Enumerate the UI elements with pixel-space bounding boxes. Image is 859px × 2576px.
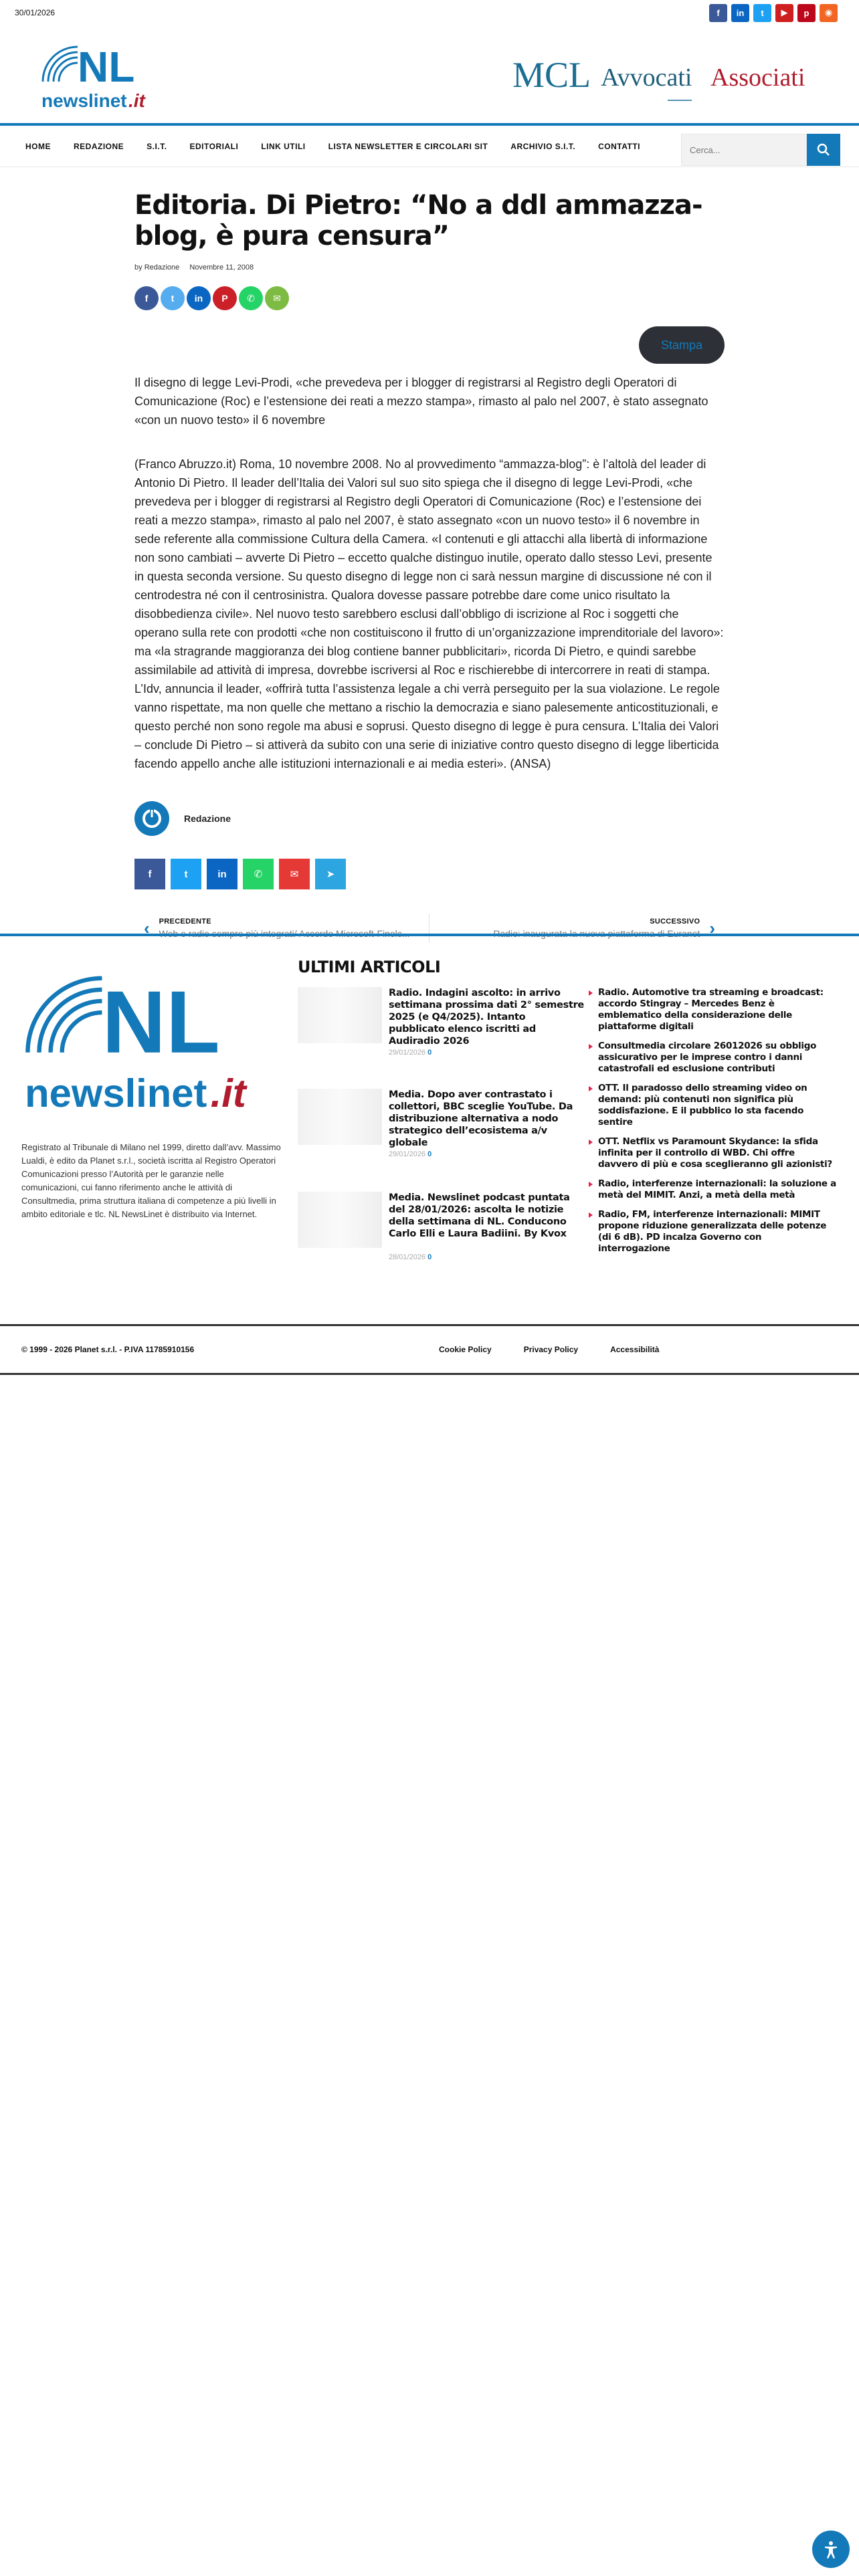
- svg-text:newslinet: newslinet: [41, 90, 127, 111]
- nav-item-link-utili[interactable]: LINK UTILI: [261, 141, 306, 151]
- svg-text:NL: NL: [78, 43, 135, 91]
- search-icon: [817, 143, 830, 156]
- chevron-right-icon: ›: [709, 918, 715, 938]
- latest-articles-heading: ULTIMI ARTICOLI: [298, 958, 441, 976]
- nav-item-redazione[interactable]: REDAZIONE: [74, 141, 124, 151]
- latest-article-list-item[interactable]: Radio, FM, interferenze internazionali: MIMIT propone riduzione generalizzata delle potenze (di 6 dB). PD incalza Governo con interrogazione: [589, 1209, 836, 1255]
- chevron-left-icon: ‹: [144, 918, 150, 938]
- social-links: [709, 4, 838, 22]
- footer-newslinet-logo[interactable]: [21, 970, 280, 1118]
- article-date: Novembre 11, 2008: [189, 263, 254, 272]
- latest-article-date: 28/01/2026: [389, 1253, 426, 1261]
- svg-text:Associati: Associati: [710, 64, 805, 92]
- avvocati-associati-ad[interactable]: [512, 52, 840, 126]
- by-label: by: [134, 263, 142, 272]
- latest-article-list-item[interactable]: OTT. Netflix vs Paramount Skydance: la sfida infinita per il controllo di WBD. Chi offre davvero di più e cosa sceglieranno gli azionisti?: [589, 1136, 836, 1170]
- latest-article-title[interactable]: Media. Dopo aver contrastato i collettori, BBC sceglie YouTube. Da distribuzione alternativa a nodo strategico dell’ecosistema a/v globale: [389, 1089, 573, 1148]
- nav-item-contatti[interactable]: CONTATTI: [598, 141, 641, 151]
- share-whatsapp-icon[interactable]: ✆: [239, 286, 263, 310]
- footer-link-accessibility[interactable]: Accessibilità: [610, 1345, 660, 1354]
- author-link[interactable]: Redazione: [144, 263, 180, 272]
- latest-article-meta: [389, 1253, 432, 1261]
- article-body: (Franco Abruzzo.it) Roma, 10 novembre 2008. No al provvedimento “ammazza-blog”: è l’altolà del leader di Antonio Di Pietro. Il leader dell’Italia dei Valori sul suo sito spiega che il disegno di legge Levi-Prodi, «che prevedeva per i blogger di registrarsi al Registro degli Operatori di Comunicazione (Roc) e l’estensione dei reati a mezzo stampa», rimasto al palo nel 2007, è stato assegnato «con un nuovo testo» il 6 novembre in sede referente alla commissione Cultura della Camera. «I contenuti e gli attacchi alla libertà di informazione non sono cambiati – avverte Di Pietro – eccetto qualche distinguo inutile, operato dallo stesso Levi, presente in questa seconda versione. Su questo disegno di legge non ci sarà nessun margine di discussione né con il centrodestra né con il centrosinistra. Qualora dovesse passare potrebbe dare come unico risultato la disobbedienza civile». Nel nuovo testo sarebbero esclusi dall’obbligo di iscrizione al Roc i soggetti che operano sulla rete con prodotti «che non costituiscono il frutto di un’organizzazione imprenditoriale del lavoro»: ma «la stragrande maggioranza dei blog contiene banner pubblicitari», ricorda Di Pietro, e quindi sarebbe assimilabile ad attività di impresa, dovrebbe iscriversi al Roc e rischierebbe di intercorrere in reati di stampa. L’Idv, annuncia il leader, «offrirà tutta l’assistenza legale a chi verrà perseguito per la sua violazione. Le regole vanno rispettate, ma non quelle che mettano a rischio la democrazia e siano palesemente anticostituzionali, e questo perché non sono regole ma abusi e soprusi. Questo disegno di legge è pura censura. L’Italia dei Valori – conclude Di Pietro – si attiverà da subito con una serie di iniziative contro questo disegno di legge liberticida facendo appello anche alle istituzioni internazionali e ai media esteri». (ANSA): [134, 457, 724, 770]
- share-linkedin-icon[interactable]: in: [187, 286, 211, 310]
- share-twitter-icon[interactable]: t: [161, 286, 185, 310]
- latest-article-list-item[interactable]: Radio. Automotive tra streaming e broadcast: accordo Stingray – Mercedes Benz è emblematico della considerazione delle piattaforme digitali: [589, 987, 836, 1033]
- previous-title: Web e radio sempre più integrati/ Accordo Microsoft-Finelc...: [159, 928, 410, 939]
- site-footer: [0, 934, 859, 1324]
- nav-item-editoriali[interactable]: EDITORIALI: [189, 141, 239, 151]
- current-date: 30/01/2026: [15, 8, 56, 17]
- latest-article-list-item[interactable]: OTT. Il paradosso dello streaming video on demand: più contenuti non significa più soddisfazione. E il pubblico lo sta facendo sentire: [589, 1083, 836, 1128]
- accessibility-icon: [821, 2539, 841, 2559]
- article-lead: Il disegno di legge Levi-Prodi, «che prevedeva per i blogger di registrarsi al Registro degli Operatori di Comunicazione (Roc) e l’estensione dei reati a mezzo stampa», rimasto al palo nel 2007, è stato assegnato «con un nuovo testo» il 6 novembre: [134, 376, 708, 427]
- twitter-icon[interactable]: t: [753, 4, 771, 22]
- share-buttons-round: [134, 286, 725, 310]
- youtube-icon[interactable]: ▶: [775, 4, 793, 22]
- main-nav: [0, 126, 859, 167]
- share-facebook-icon[interactable]: f: [134, 859, 165, 889]
- accessibility-button[interactable]: [812, 2531, 850, 2568]
- article-thumbnail[interactable]: [298, 1192, 382, 1248]
- nav-item-home[interactable]: HOME: [25, 141, 51, 151]
- latest-article-meta: [389, 1049, 432, 1057]
- latest-article-meta: [389, 1150, 432, 1158]
- latest-article-list-item[interactable]: Consultmedia circolare 26012026 su obbligo assicurativo per le imprese contro i danni catastrofali ed esclusione contributi: [589, 1041, 836, 1075]
- latest-article-card[interactable]: [298, 1192, 579, 1279]
- share-telegram-icon[interactable]: ➤: [315, 859, 346, 889]
- newslinet-logo[interactable]: [39, 40, 159, 114]
- top-bar: [0, 0, 859, 25]
- article-thumbnail[interactable]: [298, 987, 382, 1043]
- footer-link-privacy-policy[interactable]: Privacy Policy: [523, 1345, 579, 1354]
- previous-label: PRECEDENTE: [159, 918, 211, 926]
- share-pinterest-icon[interactable]: P: [213, 286, 237, 310]
- share-email-icon[interactable]: ✉: [265, 286, 289, 310]
- search-form: [681, 134, 840, 166]
- latest-article-date: 29/01/2026: [389, 1150, 426, 1158]
- author-box: [134, 801, 725, 836]
- search-button[interactable]: [807, 134, 840, 166]
- article-thumbnail[interactable]: [298, 1089, 382, 1145]
- comments-count[interactable]: 0: [427, 1150, 432, 1158]
- svg-text:MCL: MCL: [512, 55, 591, 95]
- comments-count[interactable]: 0: [427, 1049, 432, 1057]
- share-email-icon[interactable]: ✉: [279, 859, 310, 889]
- bottom-bar: [0, 1324, 859, 1375]
- latest-article-list-item[interactable]: Radio, interferenze internazionali: la soluzione a metà del MIMIT. Anzi, a metà della metà: [589, 1178, 836, 1201]
- share-twitter-icon[interactable]: t: [171, 859, 201, 889]
- latest-articles-list: [589, 987, 836, 1263]
- footer-link-cookie-policy[interactable]: Cookie Policy: [439, 1345, 492, 1354]
- svg-text:.it: .it: [128, 90, 145, 111]
- share-linkedin-icon[interactable]: in: [207, 859, 237, 889]
- print-button[interactable]: Stampa: [639, 326, 725, 364]
- svg-text:NL: NL: [102, 972, 220, 1072]
- article-title: Editoria. Di Pietro: “No a ddl ammazza-blog, è pura censura”: [134, 190, 702, 251]
- power-logo-icon: [140, 807, 163, 830]
- copyright-text: © 1999 - 2026 Planet s.r.l. - P.IVA 11785910156: [21, 1345, 195, 1354]
- nav-item-archivio-s-i-t[interactable]: ARCHIVIO S.I.T.: [510, 141, 576, 151]
- svg-text:Avvocati: Avvocati: [601, 64, 692, 92]
- nav-item-s-i-t[interactable]: S.I.T.: [147, 141, 167, 151]
- comments-count[interactable]: 0: [427, 1253, 432, 1261]
- author-avatar[interactable]: [134, 801, 169, 836]
- next-label: SUCCESSIVO: [650, 918, 700, 926]
- latest-article-card[interactable]: [298, 987, 584, 1074]
- latest-article-title[interactable]: Media. Newslinet podcast puntata del 28/01/2026: ascolta le notizie della settimana di NL. Conducono Carlo Elli e Laura Badiini. By Kvox: [389, 1192, 570, 1239]
- latest-article-card[interactable]: [298, 1089, 579, 1176]
- next-title: Radio: inaugurata la nuova piattaforma di Euranet: [493, 928, 700, 939]
- facebook-icon[interactable]: f: [709, 4, 727, 22]
- article: [134, 190, 725, 943]
- pinterest-icon[interactable]: p: [797, 4, 816, 22]
- search-input[interactable]: [681, 134, 807, 166]
- author-name[interactable]: Redazione: [184, 813, 231, 824]
- svg-text:.it: .it: [210, 1070, 246, 1115]
- share-whatsapp-icon[interactable]: ✆: [243, 859, 274, 889]
- latest-article-date: 29/01/2026: [389, 1049, 426, 1057]
- article-meta: [134, 263, 725, 272]
- footer-description: Registrato al Tribunale di Milano nel 1999, diretto dall’avv. Massimo Lualdi, è edito da Planet s.r.l., società iscritta al Registro Operatori Comunicazioni presso l’Autorità per le garanzie nelle comunicazioni, cui fanno riferimento anche le attività di Consultmedia, prima struttura italiana di competenze a più livelli in ambito editoriale e tlc. NL NewsLinet è distribuito via Internet.: [21, 1142, 281, 1219]
- site-header: [0, 25, 859, 126]
- linkedin-icon[interactable]: in: [731, 4, 749, 22]
- share-buttons-square: [134, 859, 725, 889]
- rss-icon[interactable]: ◉: [820, 4, 838, 22]
- footer-links: [439, 1345, 659, 1354]
- nav-item-lista-newsletter-e-circolari-sit[interactable]: LISTA NEWSLETTER E CIRCOLARI SIT: [328, 141, 488, 151]
- share-facebook-icon[interactable]: f: [134, 286, 159, 310]
- svg-text:newslinet: newslinet: [25, 1070, 207, 1115]
- latest-article-title[interactable]: Radio. Indagini ascolto: in arrivo settimana prossima dati 2° semestre 2025 (e Q4/2025). Intanto pubblicato elenco iscritti ad Audiradio 2026: [389, 988, 584, 1047]
